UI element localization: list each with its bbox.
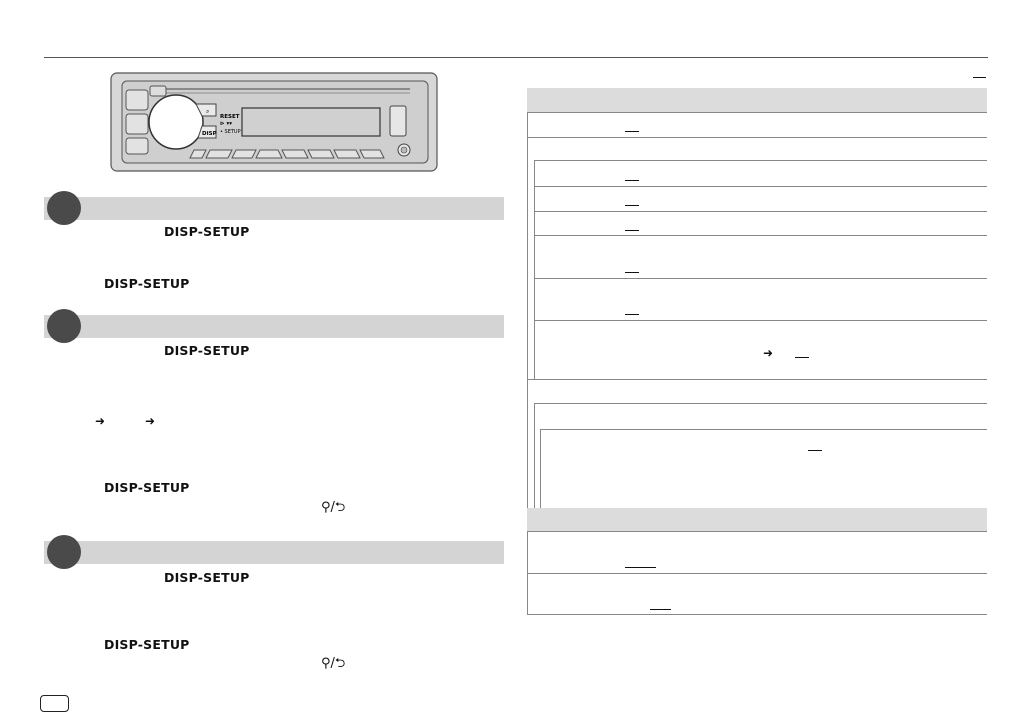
- table-section-header-1: [527, 88, 987, 112]
- default-underline: [625, 180, 639, 181]
- step-3-marker: [47, 535, 81, 569]
- row-rule: [534, 235, 987, 236]
- arrow-icon: ➜: [145, 414, 156, 428]
- nested-border-1: [534, 160, 535, 380]
- default-underline: [625, 567, 656, 568]
- row-rule: [534, 160, 987, 161]
- row-rule: [527, 137, 987, 138]
- default-underline: [625, 230, 639, 231]
- step-2-bar: [44, 315, 504, 338]
- row-rule: [540, 429, 987, 430]
- page-number-box: [40, 695, 69, 712]
- default-underline: [795, 357, 809, 358]
- head-unit-illustration: [110, 72, 438, 172]
- table-left-border: [527, 88, 528, 614]
- row-rule: [527, 112, 987, 113]
- row-rule: [534, 211, 987, 212]
- arrow-icon: ➜: [763, 346, 774, 360]
- default-underline: [650, 609, 671, 610]
- svg-text:⊳ ▾▾: ⊳ ▾▾: [220, 121, 233, 127]
- row-rule: [527, 379, 987, 380]
- step-1-bar: [44, 197, 504, 220]
- row-rule: [527, 614, 987, 615]
- arrow-icon: ➜: [95, 414, 106, 428]
- top-rule: [44, 57, 988, 58]
- default-underline: [625, 314, 639, 315]
- svg-text:• SETUP: • SETUP: [220, 129, 241, 135]
- step-1-marker: [47, 191, 81, 225]
- step-3-bar: [44, 541, 504, 564]
- search-back-icon: ⚲/⮌: [321, 656, 346, 671]
- disp-setup-key-2: DISP-SETUP: [104, 276, 190, 291]
- svg-text:⌕: ⌕: [206, 108, 210, 115]
- disp-setup-key-5: DISP-SETUP: [164, 570, 250, 585]
- row-rule: [534, 320, 987, 321]
- nested-border-3: [540, 429, 541, 508]
- default-underline: [625, 131, 639, 132]
- row-rule: [527, 573, 987, 574]
- default-underline: [808, 450, 822, 451]
- table-section-header-2: [527, 508, 987, 531]
- row-rule: [527, 531, 987, 532]
- row-rule: [534, 186, 987, 187]
- svg-text:DISP: DISP: [202, 131, 217, 137]
- disp-setup-key-3: DISP-SETUP: [164, 343, 250, 358]
- default-marker: [973, 77, 986, 78]
- default-underline: [625, 205, 639, 206]
- default-underline: [625, 272, 639, 273]
- search-back-icon: ⚲/⮌: [321, 500, 346, 515]
- step-2-marker: [47, 309, 81, 343]
- head-unit-drawing: [110, 72, 438, 172]
- nested-border-2: [534, 403, 535, 508]
- disp-setup-key-1: DISP-SETUP: [164, 224, 250, 239]
- disp-setup-key-6: DISP-SETUP: [104, 637, 190, 652]
- disp-setup-key-4: DISP-SETUP: [104, 480, 190, 495]
- svg-text:RESET: RESET: [220, 114, 240, 120]
- row-rule: [534, 278, 987, 279]
- row-rule: [534, 403, 987, 404]
